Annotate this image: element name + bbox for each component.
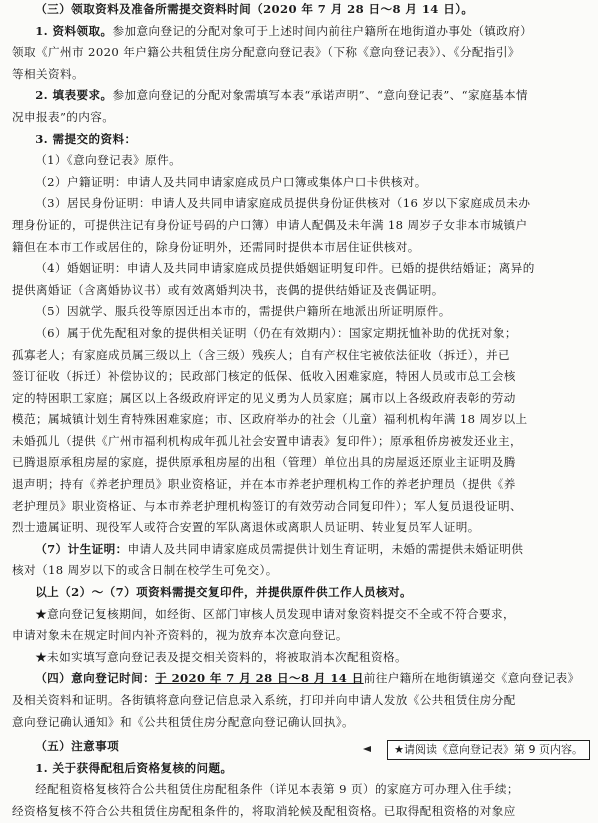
item-7	[12, 539, 588, 561]
item-6-line-5: 模范；属城镇计划生育特殊困难家庭；市、区政府举办的社会（儿童）福利机构年满 18 周岁以上	[12, 412, 528, 427]
item-6-line-2: 孤寡老人；有家庭成员属三级以上（含三级）残疾人；自有产权住宅被依法征收（拆迁），并已	[12, 347, 510, 362]
section-3-title-a: （三）领取资料及准备所需提交资料时间（	[35, 2, 264, 16]
item-6-line-8: 退声明；持有《养老护理员》职业资格证，并在本市养老护理机构工作的养老护理员（提供《养	[12, 477, 516, 492]
item-7-head: （7）计生证明：	[35, 541, 128, 556]
item-4-line-2: 提供离婚证（含离婚协议书）或有效离婚判决书，丧偶的提供结婚证及丧偶证明。	[12, 282, 444, 297]
items-summary: 以上（2）～（7）项资料需提交复印件，并提供原件供工作人员核对。	[35, 585, 412, 600]
item-3-line-1: （3）居民身份证明：申请人及共同申请家庭成员提供身份证供核对（16 岁以下家庭成员未办	[35, 196, 531, 211]
tail-line-2: 经资格复核不符合公共租赁住房配租条件的，将取消轮候及配租资格。已取得配租资格的对象应	[12, 803, 516, 818]
warning-1-line-1: ★意向登记复核期间，如经街、区部门审核人员发现申请对象资料提交不全或不符合要求，	[35, 606, 515, 621]
tail-line-1: 经配租资格复核符合公共租赁住房配租条件（详见本表第 9 页）的家庭方可办理入住手续；	[35, 782, 519, 797]
item-3-line-2: 理身份证的，可提供注记有身份证号码的户口簿）申请人配偶及未年满 18 周岁子女非本市城镇户	[12, 217, 528, 232]
section-3-title-b: ）。	[455, 2, 474, 16]
section-4-head: （四）意向登记时间：	[35, 671, 156, 686]
item-3-line-3: 籍但在本市工作或居住的，除身份证明外，还需同时提供本市居住证供核对。	[12, 239, 420, 254]
para-1-line-3: 等相关资料。	[12, 66, 84, 81]
warning-2: ★未如实填写意向登记表及提交相关资料的，将被取消本次配租资格。	[35, 649, 407, 664]
item-6-line-6: 未婚孤儿（提供《广州市福利机构成年孤儿社会安置申请表》复印件）；原承租侨房被发还业主，	[12, 433, 522, 448]
section-4	[12, 668, 588, 690]
section-4-line-2: 及相关资料和证明。各街镇将意向登记信息录入系统，打印并向申请人发放《公共租赁住房分配	[12, 693, 516, 707]
item-6-line-1: （6）属于优先配租对象的提供相关证明（仍在有效期内）：国家定期抚恤补助的优抚对象；	[35, 325, 517, 340]
para-2-line-2: 况申报表”的内容。	[12, 109, 115, 124]
para-1-head: 1. 资料领取。	[35, 23, 113, 38]
para-1	[12, 21, 588, 43]
para-2-head: 2. 填表要求。	[35, 88, 113, 103]
note-pointer-icon	[363, 746, 371, 752]
warning-1-line-2: 申请对象未在规定时间内补齐资料的，视为放弃本次意向登记。	[12, 628, 348, 643]
section-4-line-1: 前往户籍所在地街镇递交《意向登记表》	[363, 671, 580, 686]
item-6-line-9: 老护理员》职业资格证、与本市养老护理机构签订的有效劳动合同复印件）；军人复员退役证明、	[12, 498, 522, 513]
section-4-line-3: 意向登记确认通知》和《公共租赁住房分配意向登记确认回执》。	[12, 714, 355, 729]
item-5: （5）因就学、服兵役等原因迁出本市的，需提供户籍所在地派出所证明原件。	[35, 304, 451, 319]
item-6-line-10: 烈士遗属证明、现役军人或符合安置的军队离退休或离职人员证明、转业复员军人证明。	[12, 520, 480, 535]
section-4-date: 于 2020 年 7 月 28 日～8 月 14 日	[155, 671, 364, 686]
para-1-line-1: 参加意向登记的分配对象可于上述时间内前往户籍所在地街道办事处（镇政府）	[112, 23, 533, 38]
item-4-line-1: （4）婚姻证明：申请人及共同申请家庭成员提供婚姻证明复印件。已婚的提供结婚证；离异的	[35, 261, 535, 276]
item-1: （1）《意向登记表》原件。	[35, 153, 182, 168]
item-6-line-3: 签订征收（拆迁）补偿协议的；民政部门核定的低保、低收入困难家庭，特困人员或市总工会核	[12, 369, 516, 384]
section-5-head: （五）注意事项	[35, 739, 120, 754]
para-1-line-2: 领取《广州市 2020 年户籍公共租赁住房分配意向登记表》（下称《意向登记表》）、《分配指引》	[12, 45, 520, 60]
item-6-line-7: 已腾退原承租房屋的家庭，提供原承租房屋的出租（管理）单位出具的房屋返还原业主证明及腾	[12, 455, 516, 470]
note-callout: ★请阅读《意向登记表》第 9 页内容。	[387, 740, 590, 760]
item-2: （2）户籍证明：申请人及共同申请家庭成员户口簿或集体户口卡供核对。	[35, 174, 427, 189]
para-2-line-1: 参加意向登记的分配对象需填写本表“承诺声明”、“意向登记表”、“家庭基本情	[112, 88, 528, 103]
section-3-title	[12, 0, 588, 21]
item-6-line-4: 定的特困职工家庭；属区以上各级政府评定的见义勇为人员家庭；属市以上各级政府表彰的劳动	[12, 390, 516, 405]
item-7-line-1: 申请人及共同申请家庭成员需提供计划生育证明，未婚的需提供未婚证明供	[127, 541, 524, 556]
question-1-head: 1. 关于获得配租后资格复核的问题。	[35, 760, 233, 775]
section-3-title-date: 2020 年 7 月 28 日～8 月 14 日	[263, 2, 456, 16]
para-2	[12, 85, 588, 107]
item-7-line-2: 核对（18 周岁以下的或含日制在校学生可免交）。	[12, 563, 278, 578]
para-3-head: 3. 需提交的资料：	[35, 131, 137, 146]
